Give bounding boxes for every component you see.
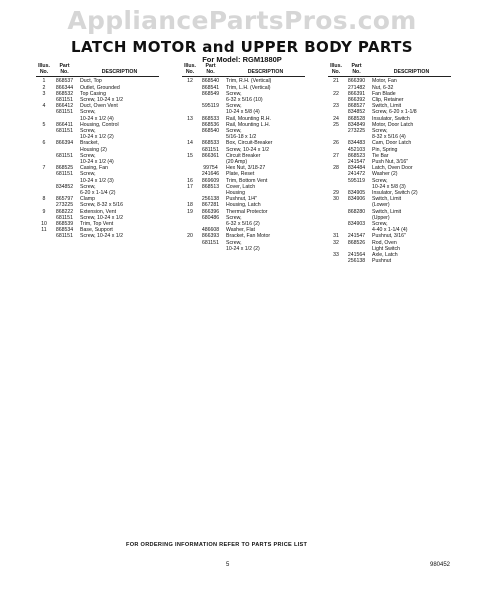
part-number: 867281 xyxy=(201,202,220,209)
part-number: 241547 xyxy=(347,159,366,166)
part-number: 866390 xyxy=(347,78,366,85)
part-number: 273225 xyxy=(347,128,366,135)
part-description: Screw, xyxy=(372,221,388,228)
part-number: 868532 xyxy=(55,90,74,97)
illus-number: 27 xyxy=(333,152,339,159)
illus-number: 11 xyxy=(41,227,47,234)
part-description: Light Switch xyxy=(372,245,400,252)
model-label: For Model: RGM1880P xyxy=(202,55,282,64)
illus-number: 13 xyxy=(187,115,193,122)
illus-number: 18 xyxy=(187,202,193,209)
part-number: 866394 xyxy=(55,140,74,147)
part-number: 868222 xyxy=(55,208,74,215)
part-number: 681151 xyxy=(56,214,73,221)
part-description: Outlet, Grounded xyxy=(80,84,120,91)
illus-number: 15 xyxy=(187,152,193,159)
part-description: Pushnut, 1/4" xyxy=(226,196,257,203)
part-description: Circuit Breaker xyxy=(226,152,261,159)
part-description: Screw, 10-24 x 1/2 xyxy=(80,233,123,240)
part-description: Housing (2) xyxy=(80,146,107,153)
parts-column-2 xyxy=(182,63,305,252)
part-description: Screw, xyxy=(226,90,242,97)
part-number: 681151 xyxy=(202,146,219,153)
part-description: 10-24 x 5/8 (3) xyxy=(372,183,406,190)
column-header xyxy=(182,63,305,77)
parts-column-3 xyxy=(328,63,451,265)
illus-number: 9 xyxy=(42,208,46,215)
illus-number: 29 xyxy=(333,190,339,197)
illus-number: 24 xyxy=(333,115,339,122)
part-description: Bracket, Fan Motor xyxy=(226,233,271,240)
illus-number: 5 xyxy=(42,121,46,128)
part-description: Nut, 6-32 xyxy=(372,84,394,91)
part-description: Screw, 8-32 x 5/16 xyxy=(80,202,123,209)
part-description: Duct, Top xyxy=(80,78,102,85)
part-number: 241547 xyxy=(347,233,366,240)
illus-number: 32 xyxy=(333,239,339,246)
part-description: Cam, Door Latch xyxy=(372,140,412,147)
part-description: Motor, Door Latch xyxy=(372,121,414,128)
part-description: Pushnut, 3/16" xyxy=(372,233,406,240)
illus-number: 20 xyxy=(187,233,193,240)
part-number: 868533 xyxy=(201,115,220,122)
part-number: 241646 xyxy=(201,171,220,178)
illus-number: 28 xyxy=(333,165,339,172)
part-description: 10-24 x 1/2 (2) xyxy=(80,134,114,141)
part-description: (Upper) xyxy=(372,214,390,221)
watermark-text: AppliancePartsPros.com xyxy=(67,6,417,35)
part-description: Switch, Limit xyxy=(372,196,402,203)
part-number: 681151 xyxy=(56,152,73,159)
illus-number: 8 xyxy=(42,196,46,203)
part-number: 681151 xyxy=(56,233,73,240)
part-number: 834849 xyxy=(347,121,366,128)
part-number: 834903 xyxy=(347,221,366,228)
parts-column-1 xyxy=(36,63,159,240)
part-description: Bracket, xyxy=(80,140,100,147)
part-description: Tie Bar xyxy=(372,152,389,159)
part-description: Duct, Oven Vent xyxy=(80,103,118,110)
part-number: 271482 xyxy=(347,84,366,91)
illus-number: 17 xyxy=(187,183,193,190)
part-number: 595119 xyxy=(348,177,365,184)
part-number: 241472 xyxy=(347,171,366,178)
header-part: Part No. xyxy=(351,63,362,76)
part-description: Trim, R.H. (Vertical) xyxy=(226,78,272,85)
part-description: Fan Blade xyxy=(372,90,396,97)
part-description: Clamp xyxy=(80,196,95,203)
part-description: 6-20 x 1-1/4 (2) xyxy=(80,190,116,197)
illus-number: 6 xyxy=(42,140,46,147)
illus-number: 33 xyxy=(333,252,339,259)
part-number: 452103 xyxy=(347,146,366,153)
column-header xyxy=(36,63,159,77)
page-number: 5 xyxy=(226,562,230,568)
part-number: 868523 xyxy=(347,152,366,159)
part-number: 866361 xyxy=(201,152,220,159)
part-number: 866412 xyxy=(55,103,74,110)
part-number: 486608 xyxy=(201,227,220,234)
part-description: 5/16-18 x 1/2 xyxy=(226,134,257,141)
part-number: 680486 xyxy=(201,214,220,221)
part-description: Cover, Latch xyxy=(226,183,256,190)
part-number: 681151 xyxy=(56,171,73,178)
part-description: 8-32 x 5/16 (4) xyxy=(372,134,406,141)
part-number: 99754 xyxy=(203,165,218,172)
part-number: 868534 xyxy=(55,227,74,234)
part-description: Screw, xyxy=(80,183,96,190)
illus-number xyxy=(328,258,344,264)
part-description: Rail, Mounting R.H. xyxy=(226,115,271,122)
part-description: Trim, Top Vent xyxy=(80,221,114,228)
part-description: Axle, Latch xyxy=(372,252,398,259)
part-description: Rail, Mounting L.H. xyxy=(226,121,271,128)
part-number: 834905 xyxy=(347,190,366,197)
part-description: Insulator, Switch (2) xyxy=(372,190,418,197)
part-number: 834483 xyxy=(347,140,366,147)
illus-number: 23 xyxy=(333,103,339,110)
part-number: 868541 xyxy=(201,84,220,91)
illus-number xyxy=(182,246,198,252)
illus-number: 16 xyxy=(187,177,193,184)
part-number: 868540 xyxy=(201,128,220,135)
part-description: Screw, xyxy=(80,109,96,116)
part-description: Housing, Latch xyxy=(226,202,261,209)
header-description: DESCRIPTION xyxy=(101,69,138,76)
part-description: Rod, Oven xyxy=(372,239,397,246)
header-description: DESCRIPTION xyxy=(393,69,430,76)
part-number: 241564 xyxy=(347,252,366,259)
part-number: 868527 xyxy=(347,103,366,110)
part-number: 834852 xyxy=(347,109,366,116)
header-illus: Illus. No. xyxy=(330,63,342,76)
part-description: Screw, xyxy=(226,239,242,246)
illus-number: 30 xyxy=(333,196,339,203)
part-number: 866411 xyxy=(56,121,73,128)
part-description: 10-24 x 1/2 (2) xyxy=(226,245,260,252)
illus-number: 1 xyxy=(42,78,46,85)
part-number: 834852 xyxy=(55,183,74,190)
illus-number: 2 xyxy=(42,84,46,91)
part-number: 868540 xyxy=(201,78,220,85)
part-description: 6-32 x 5/16 (2) xyxy=(226,221,260,228)
illus-number: 31 xyxy=(333,233,339,240)
part-description: Motor, Fan xyxy=(372,78,397,85)
part-description: Screw, xyxy=(226,214,242,221)
part-description: Screw, 10-24 x 1/2 xyxy=(80,214,123,221)
part-description: (20 Amp) xyxy=(226,159,248,166)
part-description: Clip, Retainer xyxy=(372,97,404,104)
part-description: Washer, Flat xyxy=(226,227,255,234)
part-number: 868539 xyxy=(55,221,74,228)
part-description: Washer (2) xyxy=(372,171,398,178)
part-description: Latch, Oven Door xyxy=(372,165,413,172)
page-title: LATCH MOTOR and UPPER BODY PARTS xyxy=(71,38,413,56)
part-number: 834906 xyxy=(347,196,366,203)
part-number: 868533 xyxy=(201,140,220,147)
part-number: 868536 xyxy=(201,121,220,128)
part-description: Extension, Vent xyxy=(80,208,117,215)
part-number: 869609 xyxy=(201,177,220,184)
part-number: 866344 xyxy=(55,84,74,91)
illus-number: 21 xyxy=(333,78,339,85)
part-number: 834484 xyxy=(347,165,366,172)
illus-number: 7 xyxy=(42,165,46,172)
illus-number: 14 xyxy=(187,140,193,147)
part-description: Thermal Protector xyxy=(226,208,268,215)
part-number: 866393 xyxy=(201,233,220,240)
part-number: 868549 xyxy=(201,90,220,97)
part-number: 681151 xyxy=(202,239,219,246)
part-number: 868526 xyxy=(347,239,366,246)
part-number: 866391 xyxy=(347,90,366,97)
part-description: Insulator, Switch xyxy=(372,115,410,122)
part-description: 10-24 x 1/2 (3) xyxy=(80,177,114,184)
header-illus: Illus. No. xyxy=(38,63,50,76)
part-description: Screw, 10-24 x 1/2 xyxy=(226,146,269,153)
part-description: 10-24 x 5/8 (4) xyxy=(226,109,260,116)
illus-number: 10 xyxy=(41,221,47,228)
part-description: Base, Support xyxy=(80,227,113,234)
part-description: Screw, 10-24 x 1/2 xyxy=(80,97,123,104)
part-description: Hex Nut, 3/18-27 xyxy=(226,165,266,172)
part-row xyxy=(182,246,305,252)
part-number: 868528 xyxy=(347,115,366,122)
illus-number: 3 xyxy=(42,90,46,97)
part-description: (Lower) xyxy=(372,202,390,209)
part-description: Box, Circuit-Breaker xyxy=(226,140,273,147)
part-description: Screw, xyxy=(80,152,96,159)
part-description: Trim, L.H. (Vertical) xyxy=(226,84,271,91)
illus-number xyxy=(36,233,52,239)
part-description: Screw, xyxy=(226,103,242,110)
part-description: 10-24 x 1/2 (4) xyxy=(80,115,114,122)
part-description: Plate, Reset xyxy=(226,171,255,178)
part-description: Screw, xyxy=(80,128,96,135)
illus-number: 25 xyxy=(333,121,339,128)
illus-number: 19 xyxy=(187,208,193,215)
part-description: 4-40 x 1-1/4 (4) xyxy=(372,227,408,234)
part-description: Top Casing xyxy=(80,90,106,97)
part-number: 595119 xyxy=(202,103,219,110)
part-description: Pushnut xyxy=(372,258,392,265)
part-description: Trim, Bottom Vent xyxy=(226,177,268,184)
document-id: 980452 xyxy=(430,562,451,568)
illus-number: 4 xyxy=(42,103,46,110)
part-description: Screw, xyxy=(80,171,96,178)
header-part: Part No. xyxy=(205,63,216,76)
part-description: Switch, Limit xyxy=(372,208,402,215)
part-number: 256138 xyxy=(201,196,220,203)
part-number: 256138 xyxy=(347,258,366,265)
part-number: 681151 xyxy=(56,109,73,116)
part-row xyxy=(328,258,451,264)
header-part: Part No. xyxy=(59,63,70,76)
part-description: Housing, Control xyxy=(80,121,119,128)
part-description: Push Nut, 3/16" xyxy=(372,159,409,166)
illus-number: 12 xyxy=(187,78,193,85)
part-description: 10-24 x 1/2 (4) xyxy=(80,159,114,166)
part-description: Screw, xyxy=(372,128,388,135)
part-number: 868513 xyxy=(201,183,220,190)
part-description: Housing xyxy=(226,190,246,197)
part-description: Screw, xyxy=(372,177,388,184)
part-description: Screw, xyxy=(226,128,242,135)
part-description: Switch, Limit xyxy=(372,103,402,110)
part-number: 868525 xyxy=(55,165,74,172)
illus-number: 22 xyxy=(333,90,339,97)
part-number xyxy=(198,246,223,252)
part-number: 866396 xyxy=(201,208,220,215)
part-number: 681151 xyxy=(56,128,73,135)
part-description: Screw, 6-20 x 1-1/8 xyxy=(372,109,417,116)
column-header xyxy=(328,63,451,77)
ordering-note: FOR ORDERING INFORMATION REFER TO PARTS PRICE LIST xyxy=(126,542,308,548)
header-description: DESCRIPTION xyxy=(247,69,284,76)
illus-number: 26 xyxy=(333,140,339,147)
part-description: Pin, Spring xyxy=(372,146,398,153)
header-illus: Illus. No. xyxy=(184,63,196,76)
part-number: 866392 xyxy=(347,97,366,104)
part-row xyxy=(36,233,159,239)
part-number: 868537 xyxy=(55,78,74,85)
part-number: 868280 xyxy=(347,208,366,215)
part-description: 6-32 x 5/16 (10) xyxy=(226,97,263,104)
part-number: 681151 xyxy=(56,97,73,104)
part-number: 273225 xyxy=(55,202,74,209)
part-number: 865797 xyxy=(55,196,74,203)
part-description: Casing, Fan xyxy=(80,165,108,172)
